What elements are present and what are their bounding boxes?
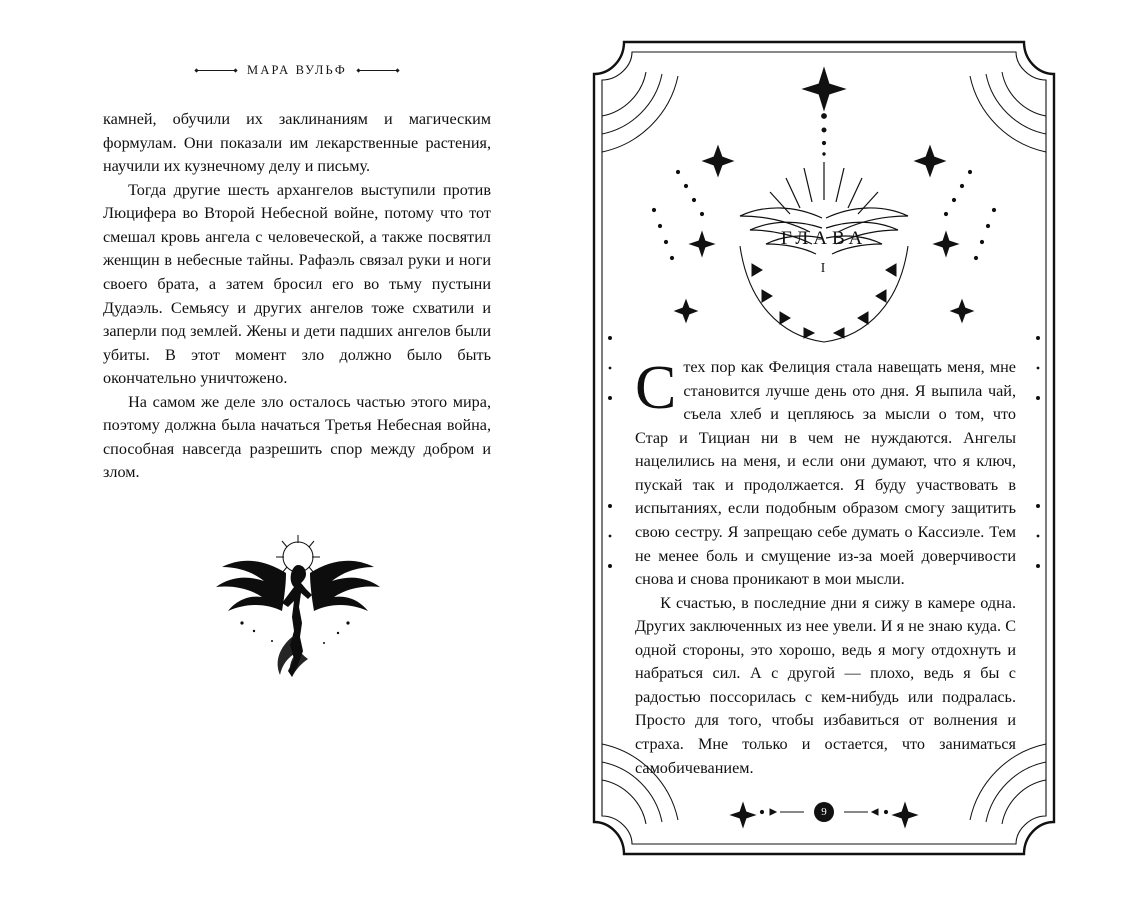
page-number-badge: 9 — [814, 802, 834, 822]
paragraph: Тогда другие шесть архангелов выступили против Люцифера во Второй Небесной войне, потому что тот смешал кровь ангела с человеческой, а также посвятил женщин в небесные тайны. Рафаэль связал руки и ноги своего брата, а затем бросил его во тьму пустыни Дудаэль. Семьясу и других ангелов тоже схватили и заперли под землей. Жены и дети падших ангелов были убиты. В этот момент зло должно было быть окончательно уничтожено. — [103, 180, 491, 388]
fallen-angel-illustration — [103, 519, 491, 689]
chapter-number: I — [820, 260, 828, 275]
rule-diamond-right-icon — [357, 70, 399, 71]
rule-diamond-left-icon — [195, 70, 237, 71]
running-head — [103, 62, 491, 78]
right-page — [561, 0, 1122, 904]
right-body-text — [635, 356, 1016, 788]
paragraph: камней, обучили их заклинаниям и магическим формулам. Они показали им лекарственные растения, научили их кузнечному делу и письму. — [103, 110, 491, 176]
decorative-frame — [590, 38, 1058, 858]
chapter-label: ГЛАВА — [780, 228, 868, 249]
page-number — [590, 802, 1058, 822]
paragraph-with-dropcap — [635, 356, 1016, 592]
chapter-emblem — [590, 50, 1058, 350]
left-body-text — [103, 108, 491, 485]
winged-star-emblem-icon — [590, 50, 1058, 350]
paragraph: К счастью, в последние дни я сижу в камере одна. Других заключенных из нее увели. И я не знаю куда. С одной стороны, это хорошо, ведь я могу отдохнуть и набраться сил. А с другой — плохо, ведь я бы с радостью поссорилась с кем-нибудь или подралась. Просто для того, чтобы избавиться от волнения и страха. Мне только и остается, что заниматься самобичеванием. — [635, 593, 1016, 777]
drop-cap: С — [635, 354, 677, 422]
running-head-author: МАРА ВУЛЬФ — [247, 62, 347, 77]
paragraph-text: тех пор как Фелиция стала навещать меня, мне становится лучше день ото дня. Я выпила чай, съела хлеб и цепляюсь за мысли о том, что Стар и Тициан ни в чем не нуждаются. Ангелы нацелились на меня, и если они думают, что я ключ, пускай так и продолжается. Я буду участвовать в испытаниях, если подобным образом смогу защитить свою сестру. Я запрещаю себе думать о Кассиэле. Тем не менее боль и смущение из-за моей доверчивости снова и снова проникают в мои мысли. — [635, 358, 1016, 589]
paragraph: На самом же деле зло осталось частью этого мира, поэтому должна была начаться Третья Небесная война, способная навсегда разрешить спор между добром и злом. — [103, 392, 491, 482]
